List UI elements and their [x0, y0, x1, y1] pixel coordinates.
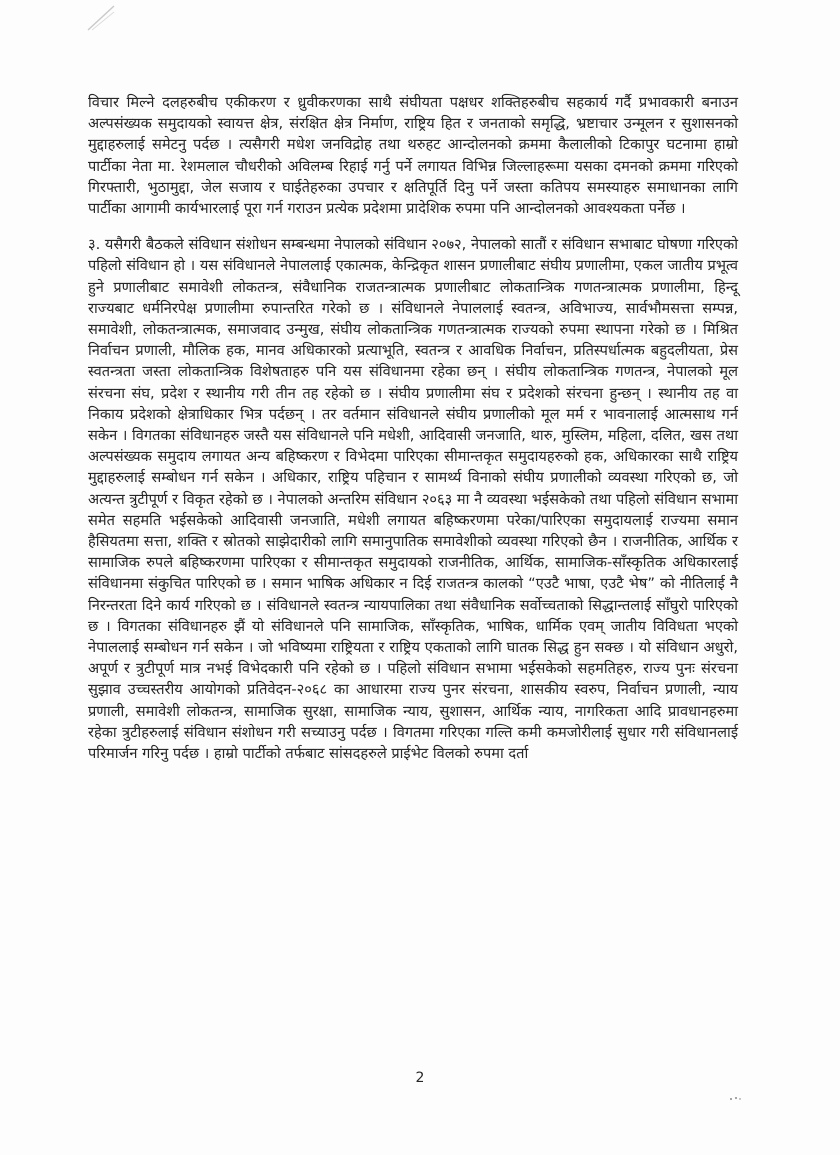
scan-mark-icon: [86, 4, 116, 32]
page-number: 2: [415, 1070, 425, 1086]
paragraph-intro: विचार मिल्ने दलहरुबीच एकीकरण र ध्रुवीकरणका साथै संघीयता पक्षधर शक्तिहरुबीच सहकार्य गर्दै प्रभावकारी बनाउन अल्पसंख्यक समुदायको स्वायत्त क्षेत्र, संरक्षित क्षेत्र निर्माण, राष्ट्रिय हित र जनताको समृद्धि, भ्रष्टाचार उन्मूलन र सुशासनको मुद्दाहरुलाई समेटनु पर्दछ । त्यसैगरी मधेश जनविद्रोह तथा थरुहट आन्दोलनको क्रममा कैलालीको टिकापुर घटनामा हाम्रो पार्टीका नेता मा. रेशमलाल चौधरीको अविलम्ब रिहाई गर्नु पर्ने लगायत विभिन्न जिल्लाहरूमा यसका दमनको क्रममा गरिएको गिरफ्तारी, भुठामुद्दा, जेल सजाय र घाईतेहरुका उपचार र क्षतिपूर्ति दिनु पर्ने जस्ता कतिपय समस्याहरु समाधानका लागि पार्टीका आगामी कार्यभारलाई पूरा गर्न गराउन प्रत्येक प्रदेशमा प्रादेशिक रुपमा पनि आन्दोलनको आवश्यकता पर्नेछ ।: [88, 94, 738, 218]
scan-speck-icon: [729, 1094, 743, 1102]
document-body: [88, 92, 738, 764]
paragraph-point-3: ३. यसैगरी बैठकले संविधान संशोधन सम्बन्धमा नेपालको संविधान २०७२, नेपालको सातौं र संविधान सभाबाट घोषणा गरिएको पहिलो संविधान हो । यस संविधानले नेपाललाई एकात्मक, केन्द्रिकृत शासन प्रणालीबाट संघीय प्रणालीमा, एकल जातीय प्रभूत्व हुने प्रणालीबाट समावेशी लोकतन्त्र, संवैधानिक राजतन्त्रात्मक प्रणालीबाट लोकतान्त्रिक गणतन्त्रात्मक प्रणालीमा, हिन्दू राज्यबाट धर्मनिरपेक्ष प्रणालीमा रुपान्तरित गरेको छ । संविधानले नेपाललाई स्वतन्त्र, अविभाज्य, सार्वभौमसत्ता सम्पन्न, समावेशी, लोकतन्त्रात्मक, समाजवाद उन्मुख, संघीय लोकतान्त्रिक गणतन्त्रात्मक राज्यको रुपमा स्थापना गरेको छ । मिश्रित निर्वाचन प्रणाली, मौलिक हक, मानव अधिकारको प्रत्याभूति, स्वतन्त्र र आवधिक निर्वाचन, प्रतिस्पर्धात्मक बहुदलीयता, प्रेस स्वतन्त्रता जस्ता लोकतान्त्रिक विशेषताहरु पनि यस संविधानमा रहेका छन् । संघीय लोकतान्त्रिक गणतन्त्र, नेपालको मूल संरचना संघ, प्रदेश र स्थानीय गरी तीन तह रहेको छ । संघीय प्रणालीमा संघ र प्रदेशको संरचना हुन्छन् । स्थानीय तह वा निकाय प्रदेशको क्षेत्राधिकार भित्र पर्दछन् । तर वर्तमान संविधानले संघीय प्रणालीको मूल मर्म र भावनालाई आत्मसाथ गर्न सकेन । विगतका संविधानहरु जस्तै यस संविधानले पनि मधेशी, आदिवासी जनजाति, थारु, मुस्लिम, महिला, दलित, खस तथा अल्पसंख्यक समुदाय लगायत अन्य बहिष्करण र विभेदमा पारिएका सीमान्तकृत समुदायहरुको हक, अधिकारका साथै राष्ट्रिय मुद्दाहरुलाई सम्बोधन गर्न सकेन । अधिकार, राष्ट्रिय पहिचान र सामर्थ्य विनाको संघीय प्रणालीको व्यवस्था गरिएको छ, जो अत्यन्त त्रुटीपूर्ण र विकृत रहेको छ । नेपालको अन्तरिम संविधान २०६३ मा नै व्यवस्था भईसकेको तथा पहिलो संविधान सभामा समेत सहमति भईसकेको आदिवासी जनजाति, मधेशी लगायत बहिष्करणमा परेका/पारिएका समुदायलाई राज्यमा समान हैसियतमा सत्ता, शक्ति र स्रोतको साझेदारीको लागि समानुपातिक समावेशीको व्यवस्था गरिएको छैन । राजनीतिक, आर्थिक र सामाजिक रुपले बहिष्करणमा पारिएका र सीमान्तकृत समुदायको राजनीतिक, आर्थिक, सामाजिक-साँस्कृतिक अधिकारलाई संविधानमा संकुचित पारिएको छ । समान भाषिक अधिकार न दिई राजतन्त्र कालको “एउटै भाषा, एउटै भेष” को नीतिलाई नै निरन्तरता दिने कार्य गरिएको छ । संविधानले स्वतन्त्र न्यायपालिका तथा संवैधानिक सर्वोच्चताको सिद्धान्तलाई साँघुरो पारिएको छ । विगतका संविधानहरु झैं यो संविधानले पनि सामाजिक, साँस्कृतिक, भाषिक, धार्मिक एवम् जातीय विविधता भएको नेपाललाई सम्बोधन गर्न सकेन । जो भविष्यमा राष्ट्रियता र राष्ट्रिय एकताको लागि घातक सिद्ध हुन सक्छ । यो संविधान अधुरो, अपूर्ण र त्रुटीपूर्ण मात्र नभई विभेदकारी पनि रहेको छ । पहिलो संविधान सभामा भईसकेको सहमतिहरु, राज्य पुनः संरचना सुझाव उच्चस्तरीय आयोगको प्रतिवेदन-२०६८ का आधारमा राज्य पुनर संरचना, शासकीय स्वरुप, निर्वाचन प्रणाली, न्याय प्रणाली, समावेशी लोकतन्त्र, सामाजिक सुरक्षा, सामाजिक न्याय, सुशासन, आर्थिक न्याय, नागरिकता आदि प्रावधानहरुमा रहेका त्रुटीहरुलाई संविधान संशोधन गरी सच्याउनु पर्दछ । विगतमा गरिएका गल्ति कमी कमजोरीलाई सुधार गरी संविधानलाई परिमार्जन गरिनु पर्दछ । हाम्रो पार्टीको तर्फबाट सांसदहरुले प्राईभेट विलको रुपमा दर्ता: [88, 236, 738, 763]
